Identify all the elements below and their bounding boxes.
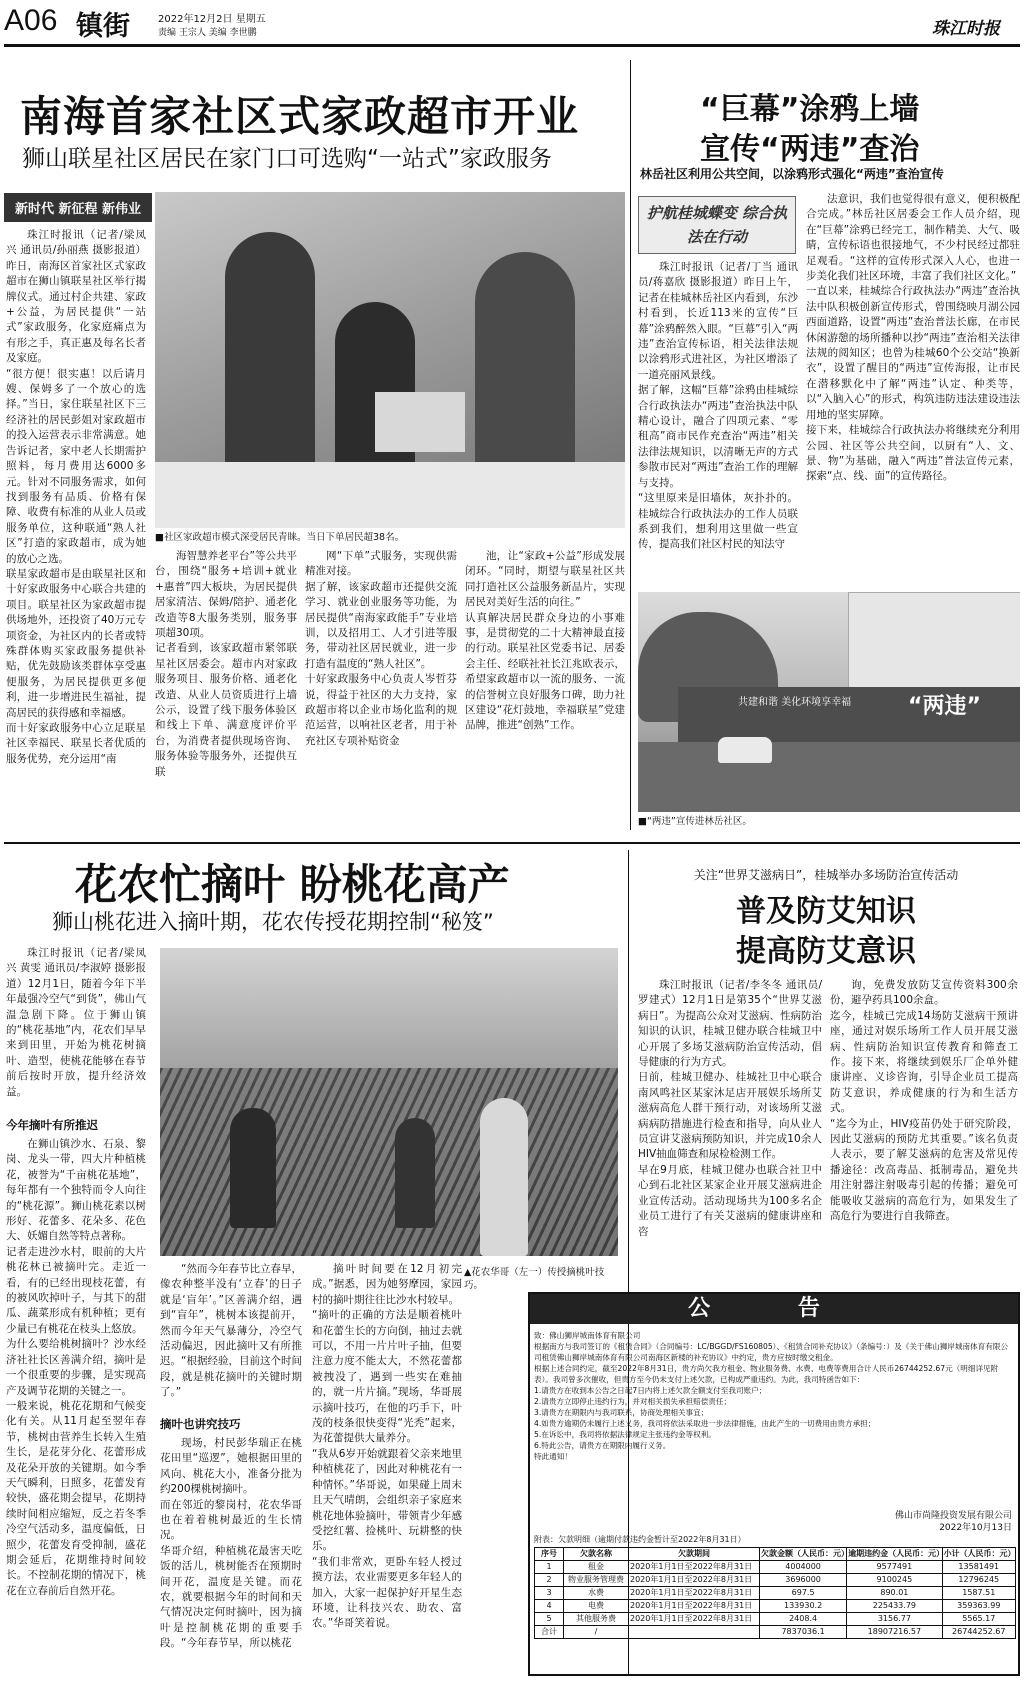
mural-wall bbox=[678, 687, 1020, 742]
table-row bbox=[535, 1600, 1016, 1613]
story3-subheading-2: 摘叶也讲究技巧 bbox=[160, 1417, 241, 1431]
story1-photo-caption: ■社区家政超市模式深受居民青睐。当日下单居民超38名。 bbox=[155, 532, 405, 543]
table-cell: 2 bbox=[535, 1574, 564, 1587]
road-surface bbox=[638, 742, 1020, 812]
story2-photo-caption: ■“两违”宣传进林岳社区。 bbox=[638, 816, 752, 827]
table-cell bbox=[629, 1626, 760, 1639]
table-cell: 物业服务管理费 bbox=[564, 1574, 629, 1587]
table-row bbox=[535, 1561, 1016, 1574]
story1-column-2: 海智慧养老平台”等公共平台，围绕“服务+培训+就业+惠普”四大板块，为居民提供居家清洁、保姆/陪护、通老化改造等8大服务类别，服务事项超30项。 记者看到，该家政超市紧邻联星社区居委会。超市内对家政服务项目、服务价格、通老化改造、从业人员资质进行上墙公示，设置了线下服务体验区和线上下单、满意度评价平台，为消费者提供现场咨询、服务体验等服务外，还提供互联 bbox=[155, 550, 297, 778]
table-surface bbox=[155, 462, 625, 528]
story3-column-1b: 在狮山镇沙水、石泉、黎岗、龙头一带，四大片种植桃花，被誉为“千亩桃花基地”，每年都有一个独特而令人向往的“桃花源”。狮山桃花素以树形好、花蕾多、花朵多、花色大、妖媚自然等特点著称。 记者走进沙水村，眼前的大片桃花林已被摘叶完。走近一看，有的已经出现枝花蕾，有的被风吹掉叶子，与其下的甜瓜、蔬菜形成有机种植；更有少量已有桃花在枝头上悠放。 为什么要给桃树摘叶？沙水经济社社长区善满介绍，摘叶是一个很重要的步骤，是实现高产及调节花期的关键之一。 一般来说，桃花花期和气候变化有关。从11月起至翌年春节，桃树由营养生长转入生殖生长，是花芽分化、花蕾形成及花朵开放的关键期。如今季天气瞬利，日照多，花蕾发育较快，盛花期会提早，花期持续时间相应缩短，反之若冬季冷空气活动多，温度偏低，日照少，花蕾发育受抑制，盛花期会延后，花期维持时间较长。不控制花期的情况下，桃花在立春前后自然开花。 bbox=[6, 1138, 146, 1597]
story1-column-4: 池，让“家政+公益”形成发展闭环。“同时，期望与联星社区共同打造社区公益服务新品片，实现居民对美好生活的向往。” 认真解决居民群众身边的小事难事，是贯彻党的二十大精神最直接的行动。联星社区党委书记、居委会主任、经联社社长江兆欧表示，希望家政超市以一流的服务、一流的信誉树立良好服务口碑，助力社区建设“花灯鼓地，幸福联星”党建品牌，推进“创熟”工作。 bbox=[465, 550, 625, 732]
table-cell: 890.01 bbox=[847, 1587, 942, 1600]
table-cell: / bbox=[564, 1626, 629, 1639]
table-cell: 2020年1月1日至2022年8月31日 bbox=[629, 1600, 760, 1613]
story4-kicker: 关注“世界艾滋病日”，桂城举办多场防治宣传活动 bbox=[693, 868, 959, 882]
story1-badge: 新时代 新征程 新伟业 bbox=[4, 193, 152, 222]
table-cell: 3156.77 bbox=[847, 1613, 942, 1626]
story2-column-1: 珠江时报讯（记者/丁当 通讯员/蒋嘉欣 摄影报道）昨日上午，记者在桂城林岳社区内看到，东沙村看到，长近113米的宣传“巨幕”涂鸦醉然入眼。“巨幕”引入“两违”查治宣传标语，相关法律法规以涂鸦形式进社区，为社区增添了一道亮丽风景线。 据了解，这幅“巨幕”涂鸦由桂城综合行政执法办“两违”查治执法中队精心设计，融合了四项元素、“零租高”商市民作充查治“两违”相关法律法规知识，以清晰无声的方式参散市民对“两违”查治工作的理解与支持。 “这里原来是旧墙体，灰扑扑的。桂城综合行政执法办的工作人员联系到我们，想利用这里做一些宣传，提高我们社区村民的知法守 bbox=[638, 261, 798, 551]
notice-body: 致：佛山狮岸城南体育有限公司 根据南方与我司签订的《租赁合同》（合同编号：LC/BGGD/FS160805）、《租赁合同补充协议》（条编号：）及《关于佛山狮岸城南体育有限公司租赁佛山狮岸城南体育有限公司南海区新楼的补充协议》中约定，贵方应按时缴交租金。 根据上述合同约定，截至2022年8月31日，贵方尚欠我方租金、物业服务费、水费、电费等费用合计人民币26744252.67元（明细详见附表）。我司曾多次催收，但贵方至今仍未支付上述欠款，已构成严重违约。为此，我司特函告如下： 1.请贵方在收到本公告之日起7日内将上述欠款全额支付至我司账户； 2.请贵方立即停止违约行为，并对相关损失承担赔偿责任； 3.请贵方在期限内与我司联系，协商处理相关事宜； 4.如贵方逾期仍未履行上述义务，我司将依法采取进一步法律措施，由此产生的一切费用由贵方承担； 5.在诉讼中，我司将依据法律规定主张违约金等权利。 6.特此公告，请贵方在期限内履行义务。 特此通知！ bbox=[534, 1331, 1009, 1461]
story3-headline: 花农忙摘叶 盼桃花高产 bbox=[75, 860, 510, 909]
table-header-cell: 逾期违约金（人民币：元） bbox=[847, 1548, 942, 1561]
story2-headline-line2: 宣传“两违”查治 bbox=[700, 132, 920, 167]
table-cell: 2020年1月1日至2022年8月31日 bbox=[629, 1574, 760, 1587]
table-cell: 2020年1月1日至2022年8月31日 bbox=[629, 1613, 760, 1626]
story2-badge: 护航桂城蝶变 综合执法在行动 bbox=[638, 196, 796, 254]
story3-column-2: “然而今年春节比立春早，像农种整半没有‘立春’的日子就是‘盲年’。”区善满介绍，遇到“盲年”，桃树本该提前开，然而今年天气暴薄分，冷空气活动偏迟，因此摘叶又有所推迟。“根据经验，目前这个时间段，就是桃花摘叶的关键时期了。” bbox=[160, 1263, 302, 1399]
masthead-rule bbox=[4, 44, 1020, 47]
story4-headline-line1: 普及防艾知识 bbox=[736, 894, 916, 929]
table-header-cell: 欠款期间 bbox=[629, 1548, 760, 1561]
section-divider bbox=[4, 842, 1020, 844]
table-row bbox=[535, 1574, 1016, 1587]
story1-column-1: 珠江时报讯（记者/梁凤兴 通讯员/孙丽燕 摄影报道）昨日，南海区首家社区式家政超市在狮山镇联星社区举行揭牌仪式。通过村企共建、家政+公益，为居民提供“一站式”家政服务，化家庭痛点为有形之手，真正惠及每名长者及家庭。 “很方便！很实惠！以后请月嫂、保姆多了一个放心的选择。”当日，家住联星社区下三经济社的居民彭姐对家政超市的投入运营表示非常满意。她告诉记者，家中老人长期需护照料，每月费用达6000多元。针对不同服务需求，如何找到服务有品质、价格有保障、收费有标准的从业人员或服务单位，这种联通“熟人社区”打造的家政超市，成为她的放心之选。 联星家政超市是由联星社区和十好家政服务中心联合共建的项目。联星社区为家政超市提供场地外，还投资了40万元专项资金，为社区内的长者或特殊群体购买家政服务提供补贴，优先鼓励该类群体享受惠便服务，为居民提供更多便利，进一步增进民生福祉，提高居民的获得感和幸福感。 而十好家政服务中心立足联星社区幸福民、联星长者优质的服务优势，充分运用“南 bbox=[6, 229, 146, 765]
table-cell: 7837036.1 bbox=[760, 1626, 847, 1639]
table-cell: 4 bbox=[535, 1600, 564, 1613]
table-cell: 26744252.67 bbox=[942, 1626, 1015, 1639]
farmer-figure bbox=[480, 1098, 528, 1256]
table-cell: 租金 bbox=[564, 1561, 629, 1574]
table-row bbox=[535, 1613, 1016, 1626]
table-cell: 3 bbox=[535, 1587, 564, 1600]
story1-headline: 南海首家社区式家政超市开业 bbox=[20, 92, 580, 141]
mural-slogan: 共建和谐 美化环境享幸福 bbox=[738, 697, 852, 708]
table-cell: 其他服务费 bbox=[564, 1613, 629, 1626]
story3-subheading-1: 今年摘叶有所推迟 bbox=[6, 1118, 98, 1132]
table-cell: 9100245 bbox=[847, 1574, 942, 1587]
story3-subhead: 狮山桃花进入摘叶期，花农传授花期控制“秘笈” bbox=[52, 910, 494, 934]
story3-photo bbox=[160, 948, 618, 1256]
table-cell: 3696000 bbox=[760, 1574, 847, 1587]
table-cell: 9577491 bbox=[847, 1561, 942, 1574]
notice-title: 公 告 bbox=[530, 1294, 1018, 1324]
mural-big-text: “两违” bbox=[908, 694, 981, 719]
table-cell: 2020年1月1日至2022年8月31日 bbox=[629, 1561, 760, 1574]
story2-headline-line1: “巨幕”涂鸦上墙 bbox=[700, 92, 920, 127]
story3-column-1a: 珠江时报讯（记者/梁凤兴 黄雯 通讯员/李淑婷 摄影报道）12月1日，随着今年下半年最强冷空气“到货”，佛山气温急剧下降。位于狮山镇的“桃花基地”内，花农们早早来到田里，开始为桃花树摘叶、造型，使桃花能够在春节前后按时开放，提升经济效益。 bbox=[6, 947, 146, 1098]
notice-table bbox=[534, 1547, 1016, 1639]
table-cell: 5565.17 bbox=[942, 1613, 1015, 1626]
story2-photo bbox=[638, 592, 1020, 812]
story2-column-2: 法意识，我们也觉得很有意义，便积极配合完成。”林岳社区居委会工作人员介绍，现在“巨幕”涂鸦已经完工，制作精美、大气、吸睛，宣传标语也很接地气，不少村民经过都驻足观看。“这样的宣传形式深入人心，也进一步美化我们社区环境，丰富了我们社区文化。” 一直以来，桂城综合行政执法办“两违”查治执法中队积极创新宣传形式，曾围绕映月湖公园西面道路，设置“两违”查治普法长廊，在市民休闲游憩的场所播种以抄“两违”查治相关法律法规的阅知区；也曾为桂城60个公交站“换新衣”，设置了醒目的“两违”宣传海报，让市民在潜移默化中了解“两违”认定、种类等，以“入脑入心”的形式，构筑违防违法建设违法用地的坚实屏障。 接下来，桂城综合行政执法办将继续充分利用公园、社区等公共空间，以厨有“人、文、景、物”为基础，融入“两违”普法宣传元素，探索“点、线、面”的宣传路径。 bbox=[806, 193, 1020, 483]
story1-column-3: 网“下单”式服务，实现供需精准对接。 据了解，该家政超市还提供交流学习、就业创业服务等功能，为居民提供“南海家政能手”专业培训，以及招用工、人才引进等服务，带动社区居民就业，进一步打造有温度的“熟人社区”。 十好家政服务中心负责人岑哲芬说，得益于社区的大力支持，家政超市将以企业市场化监利的规范运营，以响社区老者，用于补充社区专项补贴资金 bbox=[305, 550, 457, 747]
table-cell: 18907216.57 bbox=[847, 1626, 942, 1639]
table-cell: 2408.4 bbox=[760, 1613, 847, 1626]
table-header-cell: 序号 bbox=[535, 1548, 564, 1561]
notice-table-title: 附表：欠款明细（逾期付款违约金暂计至2022年8月31日） bbox=[534, 1535, 746, 1544]
story4-headline-line2: 提高防艾意识 bbox=[736, 934, 916, 969]
story1-subhead: 狮山联星社区居民在家门口可选购“一站式”家政服务 bbox=[22, 146, 552, 172]
table-cell: 电费 bbox=[564, 1600, 629, 1613]
story4-column-2: 询，免费发放防艾宣传资料300余份，避孕药具100余盒。 迄今，桂城已完成14场防艾滋病干预讲座，通过对娱乐场所工作人员开展艾滋病、性病防治知识宣传教育和筛查工作。接下来，将继续到娱乐厂企单外健康讲座、义诊咨询，引导企业员工提高防艾意识，养成健康的行为和生活方式。 “迄今为止，HIV疫苗仍处于研究阶段，因此艾滋病的预防尤其重要。”该名负责人表示，要了解艾滋病的危害及常见传播途径：改高毒品、抵制毒品，避免共用注射器注射吸毒引起的传播；避免可能吸收艾滋病的高危行为，如果发生了高危行为要进行自我筛查。 bbox=[830, 979, 1018, 1223]
table-cell: 359363.99 bbox=[942, 1600, 1015, 1613]
table-header-cell: 小计（人民币：元） bbox=[942, 1548, 1015, 1561]
editors-line: 责编 王宗人 美编 李世鹏 bbox=[158, 28, 257, 38]
parked-car bbox=[718, 737, 772, 763]
table-cell: 1 bbox=[535, 1561, 564, 1574]
table-cell: 5 bbox=[535, 1613, 564, 1626]
table-cell: 水费 bbox=[564, 1587, 629, 1600]
section-name: 镇街 bbox=[76, 11, 130, 42]
story2-subhead: 林岳社区利用公共空间，以涂鸦形式强化“两违”查治宣传 bbox=[640, 167, 944, 181]
table-header-cell: 欠款名称 bbox=[564, 1548, 629, 1561]
farmer-figure bbox=[395, 1118, 435, 1228]
date-line: 2022年12月2日 星期五 bbox=[158, 14, 266, 25]
story3-photo-caption: ▲花农华哥（左一）传授摘桃叶技巧。 bbox=[464, 1267, 605, 1291]
table-header-cell: 欠款金额（人民币：元） bbox=[760, 1548, 847, 1561]
table-cell: 合计 bbox=[535, 1626, 564, 1639]
table-cell: 225433.79 bbox=[847, 1600, 942, 1613]
laptop-shape bbox=[375, 392, 465, 452]
table-cell: 697.5 bbox=[760, 1587, 847, 1600]
table-row bbox=[535, 1587, 1016, 1600]
story1-photo bbox=[155, 192, 625, 528]
story-divider-vertical bbox=[630, 60, 631, 830]
table-total-row bbox=[535, 1626, 1016, 1639]
story3-column-3: 摘叶时间要在12月初完成。”据悉，因为她努摩园，家园村的摘叶期往往比沙水村较早。 “摘叶的正确的方法是顺着桃叶和花蕾生长的方向倒，抽过去就可以，不用一片片叶子抽，但要注意力度不能太大，不然花蕾都被拽没了，遇到一些实在难抽的，就一片片摘。”现场，华哥展示摘叶技巧，在他的巧手下，叶茂的枝条很快变得“光秃”起来，为花蕾提供大量养分。 “我从6岁开始就跟着父亲来地里种植桃花了，因此对种桃花有一种情怀。”华哥说，如果碰上周末且天气晴朗，会组织亲子家庭来桃花地体验摘叶，带领青少年感受挖红薯、捡桃叶、玩耕整的快乐。 “我们非常欢，更卧车轻人授过摸方法，农业需要更多年轻人的加入，大家一起保护好开星生态环境，让科技兴农、助农、富农。”华哥笑着说。 bbox=[312, 1263, 462, 1630]
farmer-figure bbox=[230, 1108, 276, 1228]
table-cell: 133930.2 bbox=[760, 1600, 847, 1613]
table-header-row bbox=[535, 1548, 1016, 1561]
paper-name: 珠江时报 bbox=[932, 19, 1000, 39]
table-cell: 1587.51 bbox=[942, 1587, 1015, 1600]
table-cell: 12796245 bbox=[942, 1574, 1015, 1587]
table-cell: 2020年1月1日至2022年8月31日 bbox=[629, 1587, 760, 1600]
notice-signature: 佛山市尚隆投资发展有限公司 bbox=[894, 1511, 1012, 1521]
table-cell: 13581491 bbox=[942, 1561, 1015, 1574]
story4-column-1: 珠江时报讯（记者/李冬冬 通讯员/罗建式）12月1日是第35个“世界艾滋病日”。为提高公众对艾滋病、性病防治知识的认识，桂城卫健办联合桂城卫中心开展了多场艾滋病防治宣传活动，倡导健康的行为方式。 日前，桂城卫健办、桂城社卫中心联合南风鸣社区某家沐足店开展娱乐场所艾滋病高危人群干预行动，对该场所艾滋病病防措施进行检查和指导，向从业人员宣讲艾滋病预防知识，并完成10余人HIV抽血筛查和尿检检测工作。 早在9月底，桂城卫健办也联合社卫中心到石北社区某家企业开展艾滋病进企业宣传活动。活动现场共为100多名企业员工进行了有关艾滋病的健康讲座和咨 bbox=[638, 979, 822, 1238]
notice-date: 2022年10月13日 bbox=[939, 1523, 1012, 1533]
table-cell: 4004000 bbox=[760, 1561, 847, 1574]
peach-branches bbox=[160, 1068, 618, 1256]
page-number: A06 bbox=[4, 4, 58, 37]
story3-column-2b: 现场，村民彭华瑞正在桃花田里“巡逻”，她根据田里的风向、桃花大小，准备分批为约200棵桃树摘叶。 而在邻近的黎岗村，花农华哥也在着着桃树最近的生长情况。 华哥介绍，种植桃花最害天吃饭的活儿，桃树能否在预期时间开花，温度是关键。而花农，就要根据今年的时间和天气情况决定何时摘叶，因为摘叶是控制桃花期的重要手段。“今年春节早，所以桃花 bbox=[160, 1437, 302, 1650]
